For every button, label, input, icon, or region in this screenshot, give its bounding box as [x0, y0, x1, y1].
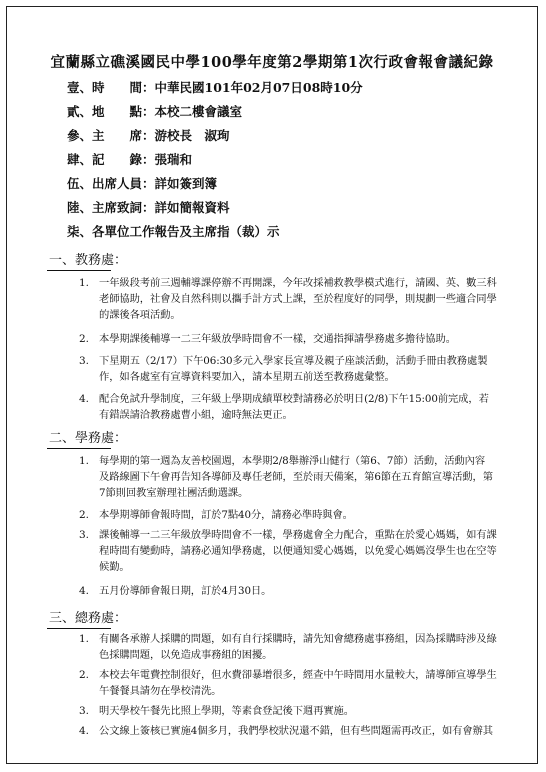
- meta-location: 貳、地 點：本校二樓會議室: [67, 104, 243, 119]
- page-title: 宜蘭縣立礁溪國民中學100學年度第2學期第1次行政會報會議紀錄: [50, 54, 494, 71]
- section-heading-student-affairs: 二、學務處：: [49, 431, 128, 446]
- item-number: 1.: [79, 455, 90, 467]
- item-number: 2.: [79, 669, 90, 681]
- section-heading-general-affairs: 三、總務處：: [49, 611, 128, 626]
- item-line: 有關各承辦人採購的問題，如有自行採購時，請先知會總務處事務組，因為採購時涉及綠: [99, 633, 497, 645]
- item-line: 老師協助，社會及自然科則以攜手計方式上課，至於程度好的同學，則規劃一些適合同學: [99, 293, 497, 305]
- meta-recorder: 肆、記 錄：張瑞和: [67, 152, 193, 167]
- item-number: 3.: [79, 529, 90, 541]
- item-number: 4.: [79, 585, 90, 597]
- item-number: 3.: [79, 705, 90, 717]
- item-line: 色採購問題，以免造成事務組的困擾。: [99, 649, 273, 661]
- list-item: [99, 391, 504, 423]
- document-page: [6, 6, 538, 764]
- item-number: 4.: [79, 725, 90, 737]
- item-number: 1.: [79, 277, 90, 289]
- item-number: 1.: [79, 633, 90, 645]
- list-item: [99, 583, 504, 599]
- item-line: 配合免試升學制度，三年級上學期成績單校對請務必於明日(2/8)下午15:00前完成，若: [99, 393, 489, 405]
- list-item: [99, 631, 504, 663]
- list-item: [99, 453, 504, 501]
- meta-time: 壹、時 間：中華民國101年02月07日08時10分: [67, 80, 363, 95]
- item-line: 本校去年電費控制很好，但水費卻暴增很多，經查中午時間用水量較大，請導師宣導學生: [99, 669, 497, 681]
- item-line: 作，如各處室有宣導資料要加入，請本星期五前送至教務處彙整。: [99, 371, 395, 383]
- item-line: 7節則回教室辦理社團活動選課。: [99, 487, 249, 499]
- section-underline: [47, 628, 111, 629]
- list-item: [99, 667, 504, 699]
- section-heading-academic: 一、教務處：: [49, 253, 128, 268]
- item-line: 本學期課後輔導一二三年級放學時間會不一樣，交通指揮請學務處多擔待協助。: [99, 333, 456, 345]
- item-number: 3.: [79, 355, 90, 367]
- item-number: 2.: [79, 333, 90, 345]
- item-line: 本學期導師會報時間，訂於7點40分，請務必準時與會。: [99, 509, 353, 521]
- item-line: 五月份導師會報日期，訂於4月30日。: [99, 585, 272, 597]
- meta-chair-speech: 陸、主席致詞：詳如簡報資料: [67, 200, 230, 215]
- item-number: 4.: [79, 393, 90, 405]
- item-line: 課後輔導一二三年級放學時間會不一樣，學務處會全力配合，重點在於愛心媽媽，如有課: [99, 529, 497, 541]
- item-line: 明天學校午餐先比照上學期，等素食登記後下週再實施。: [99, 705, 354, 717]
- list-item: [99, 275, 504, 323]
- section-underline: [47, 270, 111, 271]
- item-line: 每學期的第一週為友善校園週，本學期2/8舉辦淨山健行（第6、7節）活動，活動內容: [99, 455, 486, 467]
- list-item: [99, 723, 504, 739]
- list-item: [99, 703, 504, 719]
- meta-attendees: 伍、出席人員：詳如簽到簿: [67, 176, 218, 191]
- item-line: 公文線上簽核已實施4個多月，我們學校狀況還不錯，但有些問題需再改正，如有會辦其: [99, 725, 493, 737]
- item-line: 下星期五（2/17）下午06:30多元入學家長宣導及親子座談活動，活動手冊由教務處製: [99, 355, 488, 367]
- item-number: 2.: [79, 509, 90, 521]
- item-line: 午餐餐具請勿在學校清洗。: [99, 685, 222, 697]
- item-line: 及路線圖下午會再告知各導師及專任老師，至於雨天備案，第6節在五育館宣導活動，第: [99, 471, 493, 483]
- item-line: 的課後各項活動。: [99, 309, 181, 321]
- item-line: 一年級段考前三週輔導課停辦不再開課，今年改採補救教學模式進行，請國、英、數三科: [99, 277, 497, 289]
- item-line: 有錯誤請洽教務處曹小組，逾時無法更正。: [99, 409, 293, 421]
- meta-unit-reports: 柒、各單位工作報告及主席指（裁）示: [67, 224, 280, 239]
- list-item: [99, 331, 504, 347]
- meta-chair: 參、主 席：游校長 淑珣: [67, 128, 230, 143]
- section-underline: [47, 448, 111, 449]
- item-line: 候勤。: [99, 561, 130, 573]
- list-item: [99, 507, 504, 523]
- list-item: [99, 353, 504, 385]
- item-line: 程時間有變動時，請務必通知學務處，以便通知愛心媽媽，以免愛心媽媽沒學生也在空等: [99, 545, 497, 557]
- list-item: [99, 527, 504, 575]
